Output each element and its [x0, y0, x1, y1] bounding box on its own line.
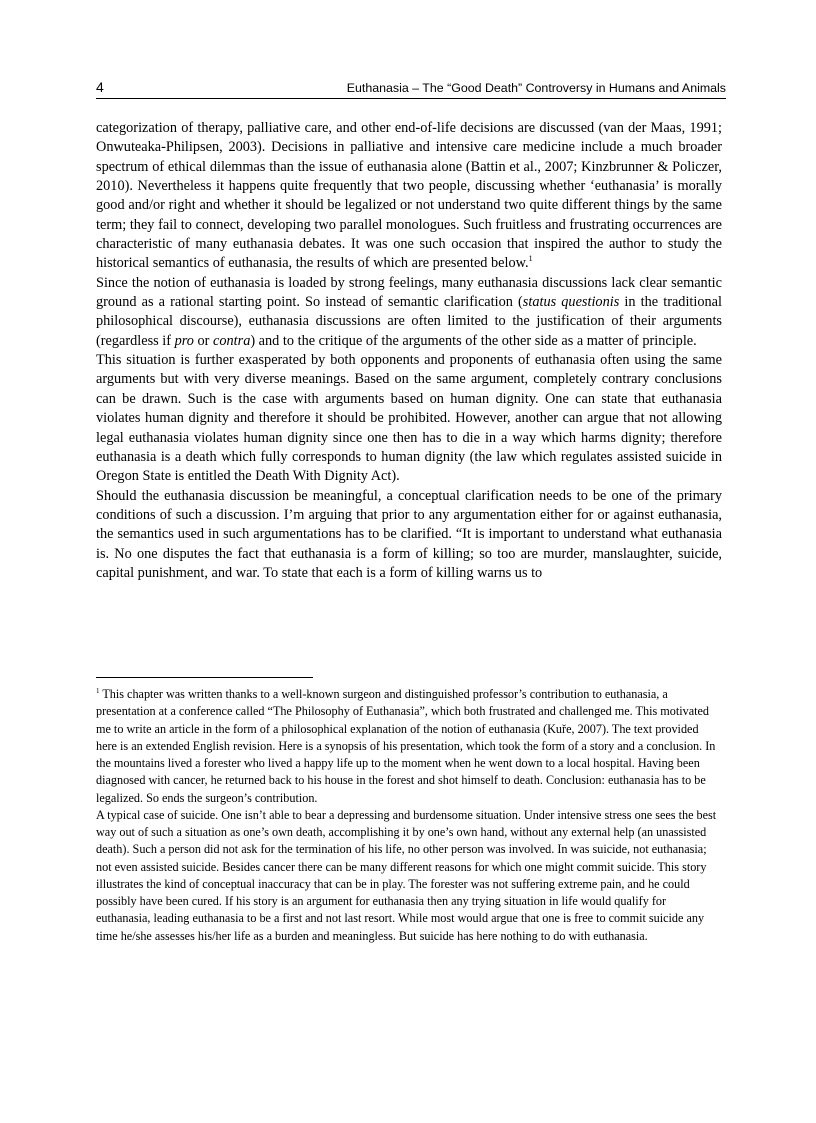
- paragraph: categorization of therapy, palliative care, and other end-of-life decisions are discussed (van der Maas, 1991; Onwuteaka-Philipsen, 2003). Decisions in palliative and intensive care medicine include a much broader spectrum of ethical dilemmas than the issue of euthanasia alone (Battin et al., 2007; Kinzbrunner & Policzer, 2010). Nevertheless it happens quite frequently that two people, discussing whether ‘euthanasia’ is morally good and/or right and whether it should be legalized or not understand two quite different things by the same term; they fail to connect, developing two parallel monologues. Such fruitless and frustrating occurrences are characteristic of many euthanasia debates. It was one such occasion that inspired the author to study the historical semantics of euthanasia, the results of which are presented below.$^1$: [96, 120, 722, 272]
- footnote-marker: 1: [96, 686, 100, 695]
- footnote-separator: [96, 677, 313, 678]
- footnote-reference[interactable]: 1: [528, 254, 533, 264]
- paragraph: Should the euthanasia discussion be meaningful, a conceptual clarification needs to be one of the primary conditions of such a discussion. I’m arguing that prior to any argumentation either for or against euthanasia, the semantics used in such argumentations has to be clarified. “It is important to understand what euthanasia is. No one disputes the fact that euthanasia is a form of killing; so too are murder, manslaughter, suicide, capital punishment, and war. To state that each is a form of killing warns us to: [96, 487, 722, 581]
- italic-term: contra: [213, 332, 251, 349]
- running-title: Euthanasia – The “Good Death” Controversy in Humans and Animals: [346, 81, 726, 95]
- footnote-paragraph: $^1$ This chapter was written thanks to a well-known surgeon and distinguished professor’s contribution to euthanasia, a presentation at a conference called “The Philosophy of Euthanasia”, which both frustrated and challenged me. This motivated me to write an article in the form of a philosophical explanation of the notion of euthanasia (Kuře, 2007). The text provided here is an extended English revision. Here is a synopsis of his presentation, which took the form of a story and a conclusion. In the mountains lived a forester who lived a happy life up to the moment when he went down to a local hospital. Having been diagnosed with cancer, he returned back to his house in the forest and shot himself to death. Conclusion: euthanasia has to be legalized. So ends the surgeon’s contribution.: [96, 686, 716, 805]
- paragraph: This situation is further exasperated by both opponents and proponents of euthanasia often using the same arguments but with very diverse meanings. Based on the same argument, completely contrary conclusions can be drawn. Such is the case with arguments based on human dignity. One can state that euthanasia violates human dignity and therefore it should be prohibited. However, another can argue that not allowing legal euthanasia violates human dignity since one then has to die in a way which harms dignity; therefore euthanasia is a death which fully corresponds to human dignity (the law which regulates assisted suicide in Oregon State is entitled the Death With Dignity Act).: [96, 352, 722, 485]
- footnote: [96, 686, 722, 945]
- page-number: 4: [96, 79, 104, 95]
- page-header: [96, 79, 726, 99]
- italic-term: status questionis: [522, 294, 620, 311]
- body-text: [96, 119, 722, 583]
- footnote-paragraph: A typical case of suicide. One isn’t able to bear a depressing and burdensome situation. Under intensive stress one sees the best way out of such a situation as one’s own death, accomplishing it by one’s own hand, without any external help (an unassisted death). Such a person did not ask for the termination of his life, no other person was involved. In was suicide, not euthanasia; not even assisted suicide. Besides cancer there can be many different reasons for which one might commit suicide. This story illustrates the kind of conceptual inaccuracy that can be in play. The forester was not suffering extreme pain, and he could possibly have been cured. If his story is an argument for euthanasia then any trying situation in life would qualify for euthanasia, leading euthanasia to be a first and not last resort. While most would argue that one is free to commit suicide any time he/she assesses his/her life as a burden and meaningless. But suicide has here nothing to do with euthanasia.: [96, 807, 717, 943]
- italic-term: pro: [174, 332, 194, 349]
- paragraph: Since the notion of euthanasia is loaded by strong feelings, many euthanasia discussions lack clear semantic ground as a rational starting point. So instead of semantic clarification (status questionis in the traditional philosophical discourse), euthanasia discussions are often limited to the justification of their arguments (regardless if pro or contra) and to the critique of the arguments of the other side as a matter of principle.: [96, 274, 722, 349]
